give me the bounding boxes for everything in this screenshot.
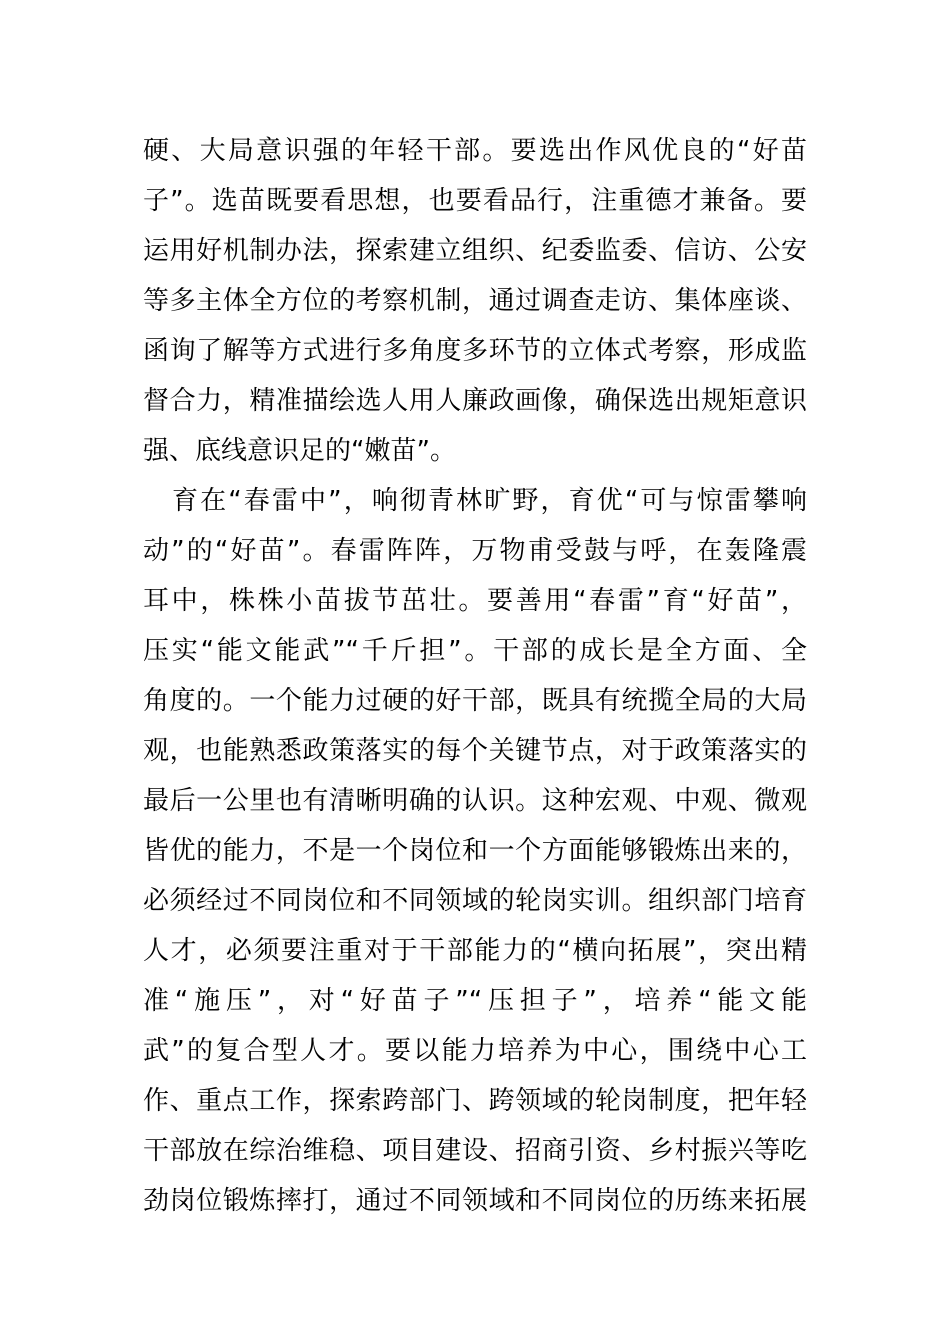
text-line: 动”的“好苗”。春雷阵阵，万物甫受鼓与呼，在轰隆震 — [143, 536, 807, 566]
text-line: 耳中，株株小苗拔节茁壮。要善用“春雷”育“好苗”， — [143, 586, 807, 616]
text-line: 武”的复合型人才。要以能力培养为中心，围绕中心工 — [143, 1036, 807, 1066]
text-line: 劲岗位锻炼摔打，通过不同领域和不同岗位的历练来拓展 — [143, 1186, 807, 1216]
text-line: 育在“春雷中”，响彻青林旷野，育优“可与惊雷攀响 — [172, 486, 807, 516]
text-line: 必须经过不同岗位和不同领域的轮岗实训。组织部门培育 — [143, 886, 807, 916]
text-line: 函询了解等方式进行多角度多环节的立体式考察，形成监 — [143, 336, 807, 366]
text-line: 皆优的能力，不是一个岗位和一个方面能够锻炼出来的， — [143, 836, 807, 866]
text-line: 强、底线意识足的“嫩苗”。 — [143, 436, 456, 466]
text-line: 硬、大局意识强的年轻干部。要选出作风优良的“好苗 — [143, 136, 807, 166]
text-line: 最后一公里也有清晰明确的认识。这种宏观、中观、微观 — [143, 786, 807, 816]
text-line: 作、重点工作，探索跨部门、跨领域的轮岗制度，把年轻 — [143, 1086, 807, 1116]
text-line: 人才，必须要注重对于干部能力的“横向拓展”，突出精 — [143, 936, 807, 966]
text-line: 运用好机制办法，探索建立组织、纪委监委、信访、公安 — [143, 236, 807, 266]
text-line: 干部放在综治维稳、项目建设、招商引资、乡村振兴等吃 — [143, 1136, 807, 1166]
text-line: 等多主体全方位的考察机制，通过调查走访、集体座谈、 — [143, 286, 807, 316]
text-line: 角度的。一个能力过硬的好干部，既具有统揽全局的大局 — [143, 686, 807, 716]
text-line: 准“施压”，对“好苗子”“压担子”，培养“能文能 — [143, 986, 807, 1016]
text-line: 观，也能熟悉政策落实的每个关键节点，对于政策落实的 — [143, 736, 807, 766]
text-line: 子”。选苗既要看思想，也要看品行，注重德才兼备。要 — [143, 186, 807, 216]
text-line: 督合力，精准描绘选人用人廉政画像，确保选出规矩意识 — [143, 386, 807, 416]
text-line: 压实“能文能武”“千斤担”。干部的成长是全方面、全 — [143, 636, 807, 666]
